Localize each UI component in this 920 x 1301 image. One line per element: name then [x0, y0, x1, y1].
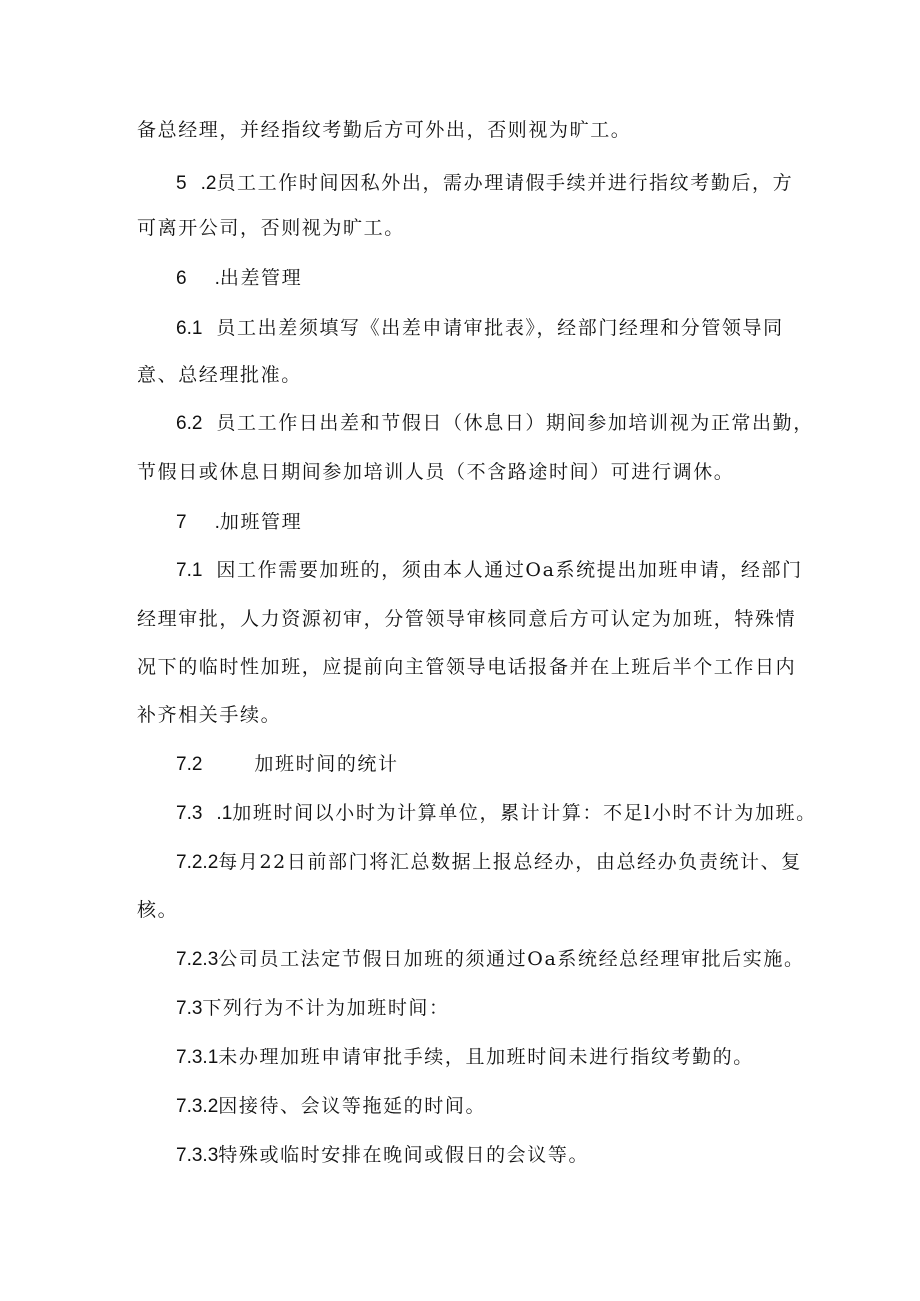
section-title: 出差管理 — [219, 267, 303, 289]
paragraph-line — [137, 215, 787, 241]
line-text: 补齐相关手续。 — [137, 704, 282, 726]
section-number: 7.1 — [176, 560, 203, 581]
paragraph-line — [137, 459, 787, 485]
section-number: 7.2 — [176, 754, 203, 775]
paragraph-line — [137, 702, 787, 728]
section-7-3-3 — [176, 1142, 787, 1169]
line-text: 未办理加班申请审批手续，且加班时间未进行指纹考勤的。 — [218, 1046, 754, 1068]
paragraph-line — [137, 654, 797, 680]
section-subnumber: .1 — [216, 803, 233, 824]
line-text: 意、总经理批准。 — [137, 364, 302, 386]
section-number: 7.3.2 — [176, 1096, 219, 1117]
section-5-2 — [176, 170, 794, 197]
section-7-2-3 — [176, 946, 805, 973]
paragraph-line — [137, 362, 787, 388]
section-dot: . — [214, 268, 220, 289]
section-number: 7.3 — [176, 998, 203, 1019]
line-text: 员工工作日出差和节假日（休息日）期间参加培训视为正常出勤， — [216, 412, 814, 434]
paragraph-line — [137, 897, 787, 923]
paragraph-line — [137, 117, 787, 143]
line-text: 员工出差须填写《出差申请审批表》，经部门经理和分管领导同 — [216, 317, 784, 339]
section-7-3 — [176, 995, 787, 1022]
section-title: 加班管理 — [219, 511, 303, 533]
section-7-1 — [176, 557, 803, 584]
line-text: 况下的临时性加班，应提前向主管领导电话报备并在上班后半个工作日内 — [137, 656, 797, 678]
line-text: 下列行为不计为加班时间： — [202, 997, 450, 1019]
section-7-3-1 — [176, 1044, 787, 1071]
section-7-heading — [176, 509, 787, 536]
line-text: 经理审批，人力资源初审，分管领导审核同意后方可认定为加班，特殊情 — [137, 608, 797, 630]
section-7-2 — [176, 751, 787, 778]
line-text: 核。 — [137, 899, 179, 921]
line-text: 节假日或休息日期间参加培训人员（不含路途时间）可进行调休。 — [137, 461, 735, 483]
line-text: 每月22日前部门将汇总数据上报总经办，由总经办负责统计、复 — [218, 851, 802, 873]
section-number: 7.3 — [176, 803, 203, 824]
line-text: 因接待、会议等拖延的时间。 — [218, 1095, 487, 1117]
paragraph-line — [137, 606, 797, 632]
line-text: 因工作需要加班的，须由本人通过Oa系统提出加班申请，经部门 — [216, 559, 803, 581]
section-7-3-1a — [176, 800, 817, 827]
line-text: 公司员工法定节假日加班的须通过Oa系统经总经理审批后实施。 — [218, 948, 805, 970]
section-number: 7.3.3 — [176, 1145, 219, 1166]
line-text: 备总经理，并经指纹考勤后方可外出，否则视为旷工。 — [137, 119, 632, 141]
line-text: 特殊或临时安排在晚间或假日的会议等。 — [218, 1144, 590, 1166]
section-number: 6.1 — [176, 318, 203, 339]
section-dot: . — [214, 512, 220, 533]
section-number: 7.2.3 — [176, 949, 219, 970]
section-7-3-2 — [176, 1093, 787, 1120]
section-number: 5 — [176, 173, 187, 194]
section-6-2 — [176, 410, 814, 437]
section-number: 6 — [176, 268, 187, 289]
section-title: 加班时间的统计 — [254, 753, 399, 775]
section-6-heading — [176, 265, 787, 292]
section-number: 7.3.1 — [176, 1047, 219, 1068]
section-number: 6.2 — [176, 413, 203, 434]
section-number: 7 — [176, 512, 187, 533]
line-text: 加班时间以小时为计算单位，累计计算：不足l小时不计为加班。 — [232, 802, 817, 824]
line-text: 可离开公司，否则视为旷工。 — [137, 217, 405, 239]
section-subnumber: .2 — [200, 173, 217, 194]
section-number: 7.2.2 — [176, 852, 219, 873]
section-7-2-2 — [176, 849, 802, 876]
line-text: 员工工作时间因私外出，需办理请假手续并进行指纹考勤后，方 — [216, 172, 794, 194]
section-6-1 — [176, 315, 787, 342]
